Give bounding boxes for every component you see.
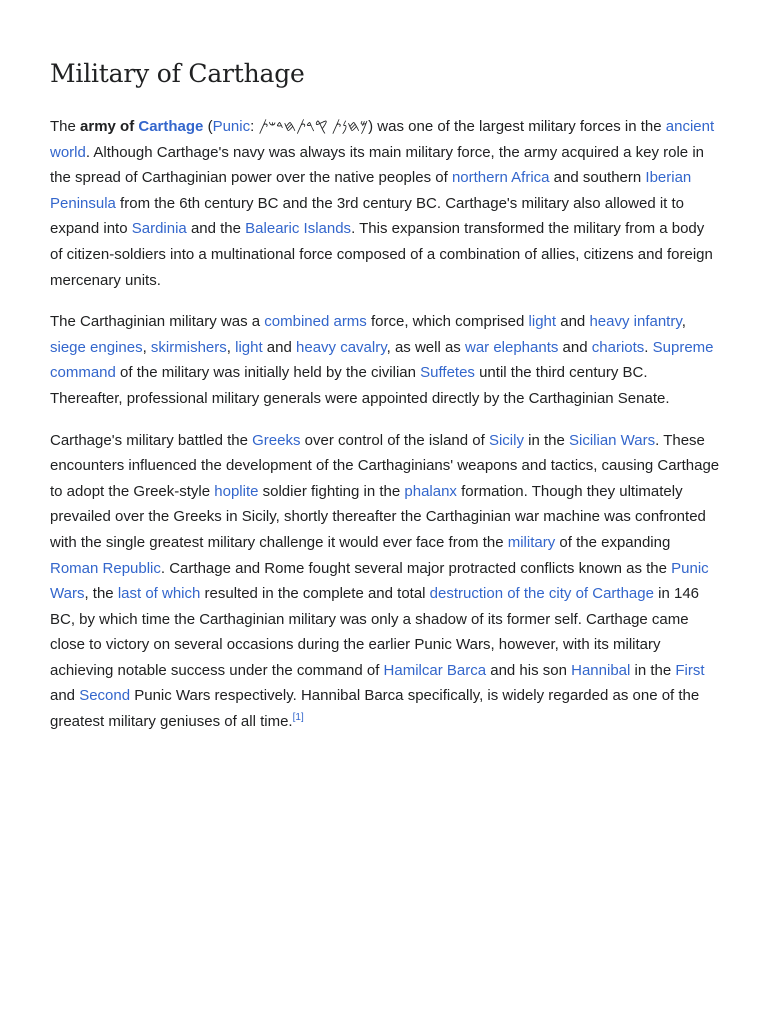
article-link[interactable]: Supreme command xyxy=(50,338,714,382)
text-run: in 146 BC, by which time the Carthaginian military was only a shadow of its former self. Carthage came close to victory on several occasions during the earlier Punic Wars, however, with its military achieving notable success under the command of xyxy=(50,585,700,679)
text-run: and the xyxy=(186,220,246,238)
text-run: formation. Though they ultimately prevailed over the Greeks in Sicily, shortly thereafter the Carthaginian war machine was confronted with the single greatest military challenge it would ever face from the xyxy=(50,482,706,551)
bold-text xyxy=(80,118,138,135)
article-link[interactable]: phalanx xyxy=(404,482,457,500)
text-run: Punic Wars respectively. Hannibal Barca specifically, is widely regarded as one of the greatest military geniuses of all time. xyxy=(50,687,700,731)
article-link[interactable]: northern Africa xyxy=(451,169,550,187)
article-link[interactable]: Carthage xyxy=(138,118,204,135)
text-run: in the xyxy=(630,661,676,679)
article-link[interactable]: skirmishers xyxy=(150,338,227,356)
article-link[interactable]: Greeks xyxy=(252,431,301,449)
paragraph-p2 xyxy=(50,309,720,411)
article-link[interactable]: destruction of the city of Carthage xyxy=(429,585,654,603)
text-run: and his son xyxy=(486,661,572,679)
citation-link[interactable]: [1] xyxy=(292,712,304,724)
article-link[interactable]: Sicily xyxy=(488,431,524,449)
text-run: force, which comprised xyxy=(366,313,529,331)
text-run: of the military was initially held by the civilian xyxy=(115,364,421,382)
text-run: , the xyxy=(84,585,118,603)
text-run: , xyxy=(226,338,236,356)
text-run: . Carthage and Rome fought several major protracted conflicts known as the xyxy=(160,559,672,577)
text-run: until the third century BC. Thereafter, professional military generals were appointed directly by the Carthaginian Senate. xyxy=(50,364,670,407)
article-link[interactable]: military xyxy=(507,533,556,551)
article-link[interactable]: Hamilcar Barca xyxy=(383,661,487,679)
article-link[interactable]: Roman Republic xyxy=(50,559,161,577)
text-run: , xyxy=(142,338,151,356)
article-link[interactable]: Hannibal xyxy=(571,661,631,679)
article-link[interactable]: heavy infantry xyxy=(589,313,682,331)
text-run: resulted in the complete and total xyxy=(200,585,430,603)
text-run: . This expansion transformed the military from a body of citizen-soldiers into a multinational force composed of a combination of allies, citizens and foreign mercenary units. xyxy=(50,220,713,289)
article-link[interactable]: last of which xyxy=(117,585,201,603)
article-link[interactable]: Sardinia xyxy=(131,220,187,238)
citation-superscript xyxy=(293,712,304,723)
text-run: over control of the island of xyxy=(300,431,489,449)
text-run: . Although Carthage's navy was always its main military force, the army acquired a key role in the spread of Carthaginian power over the native peoples of xyxy=(50,143,704,187)
text-run: and xyxy=(50,687,80,705)
article xyxy=(50,58,720,751)
article-link[interactable]: chariots xyxy=(591,338,645,356)
article-link[interactable]: war elephants xyxy=(464,338,559,356)
text-run: Carthage's military battled the xyxy=(50,431,253,449)
article-link[interactable]: combined arms xyxy=(264,313,367,331)
article-link[interactable]: Punic xyxy=(212,118,251,135)
article-link[interactable]: ancient world xyxy=(50,118,715,161)
text-run: ( xyxy=(203,118,213,135)
paragraph-p3 xyxy=(50,428,720,735)
article-link[interactable]: light xyxy=(528,313,557,331)
article-link[interactable]: Iberian Peninsula xyxy=(50,169,692,212)
paragraph-p1 xyxy=(50,114,720,293)
article-body xyxy=(50,114,720,735)
text-run: , xyxy=(681,313,686,331)
article-link[interactable]: siege engines xyxy=(50,338,143,356)
text-run: and xyxy=(556,313,590,331)
text-run: of the expanding xyxy=(555,533,671,551)
text-run: The Carthaginian military was a xyxy=(50,313,265,331)
text-run: . xyxy=(644,338,653,356)
text-run: in the xyxy=(523,431,569,449)
article-link[interactable]: First xyxy=(675,661,705,679)
article-link[interactable]: Suffetes xyxy=(420,364,475,382)
text-run: and xyxy=(558,338,592,356)
text-run: and southern xyxy=(549,169,646,187)
text-run: and xyxy=(262,338,297,356)
text-run: army of xyxy=(80,118,139,135)
article-link[interactable]: Balearic Islands xyxy=(245,220,352,238)
article-link[interactable]: Second xyxy=(79,687,131,705)
text-run: . These encounters influenced the development of the Carthaginians' weapons and tactics, causing Carthage to adopt the Greek-style xyxy=(50,431,720,500)
article-link[interactable]: hoplite xyxy=(214,482,259,500)
page-title: Military of Carthage xyxy=(50,59,305,88)
bold-text xyxy=(138,118,203,135)
text-run: soldier fighting in the xyxy=(258,482,405,500)
text-run: : 𐤌𐤇𐤍𐤕 𐤒𐤓𐤕𐤇𐤃𐤔𐤕) was one of the largest military forces in the xyxy=(250,118,666,135)
text-run: , as well as xyxy=(386,338,465,356)
article-link[interactable]: light xyxy=(235,338,263,356)
article-link[interactable]: heavy cavalry xyxy=(296,338,387,356)
article-link[interactable]: Punic Wars xyxy=(50,559,709,603)
text-run: from the 6th century BC and the 3rd century BC. Carthage's military also allowed it to expand into xyxy=(50,194,685,238)
article-link[interactable]: Sicilian Wars xyxy=(568,431,656,449)
text-run: The xyxy=(50,118,81,135)
